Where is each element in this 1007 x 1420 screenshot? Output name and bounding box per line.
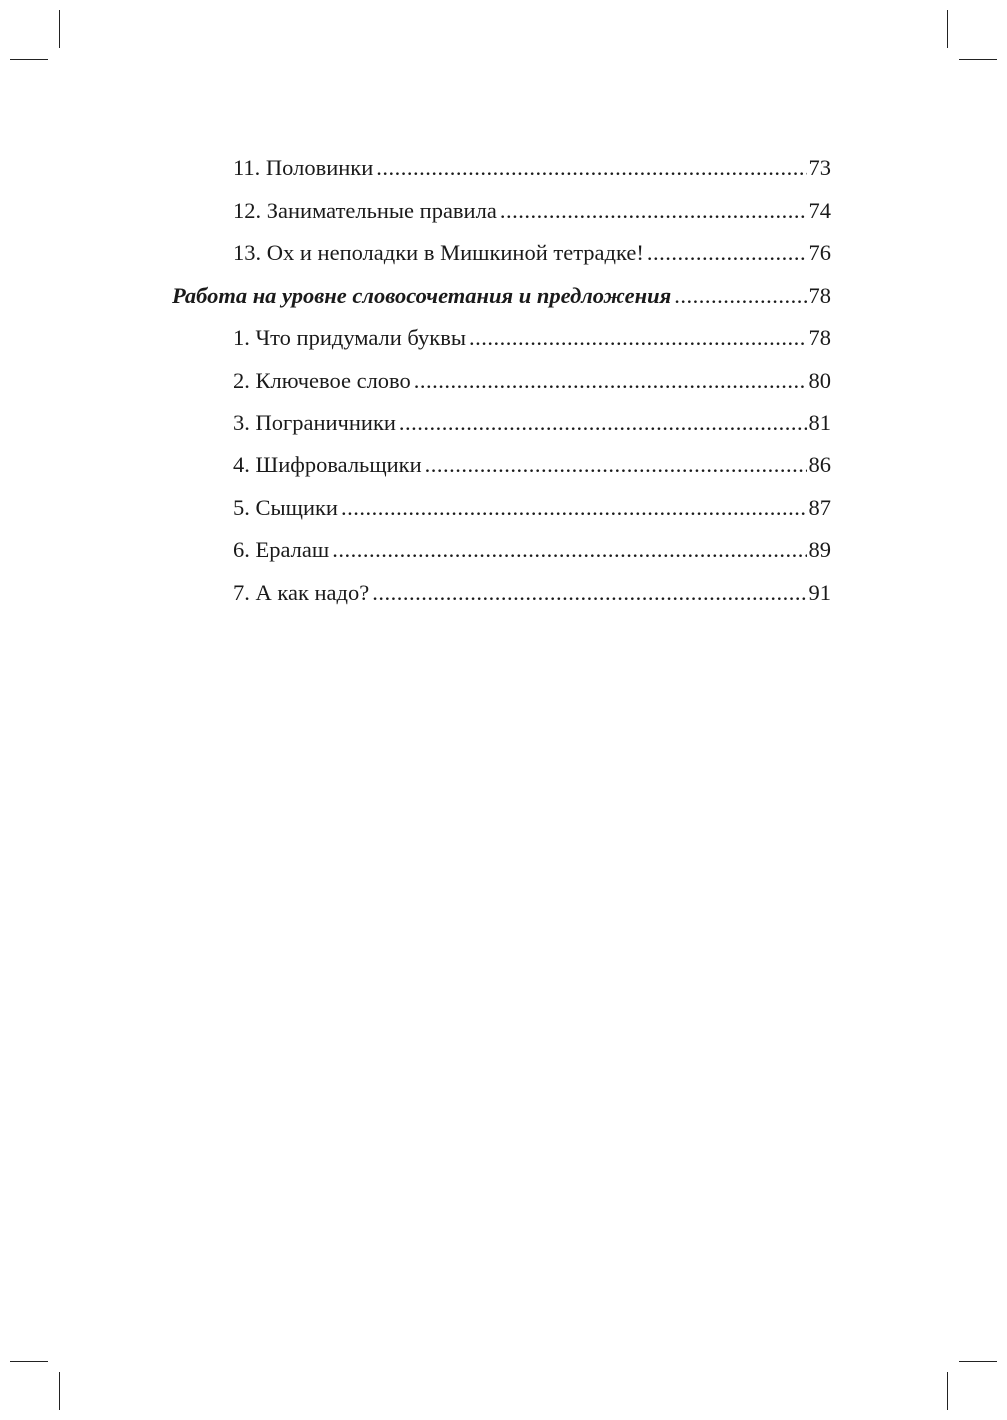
toc-entry-title: 11. Половинки xyxy=(233,155,374,180)
crop-mark-top-left-horizontal xyxy=(10,59,48,60)
toc-entry-title: 1. Что придумали буквы xyxy=(233,325,466,350)
toc-entry-page: 86 xyxy=(808,452,831,477)
toc-entry-3[interactable] xyxy=(233,407,831,439)
toc-leader-dots xyxy=(399,407,807,439)
toc-entry-title: 7. А как надо? xyxy=(233,580,370,605)
toc-entry-4[interactable] xyxy=(233,449,831,481)
toc-leader-dots xyxy=(372,577,806,609)
toc-entry-title: 13. Ох и неполадки в Мишкиной тетрадке! xyxy=(233,240,644,265)
crop-mark-bottom-left-horizontal xyxy=(10,1361,48,1362)
toc-entry-6[interactable] xyxy=(233,534,831,566)
crop-mark-top-right-horizontal xyxy=(959,59,997,60)
toc-entry-page: 78 xyxy=(808,325,831,350)
toc-entry-7[interactable] xyxy=(233,577,831,609)
toc-leader-dots xyxy=(425,449,807,481)
toc-leader-dots xyxy=(332,534,806,566)
toc-entry-title: 12. Занимательные правила xyxy=(233,198,497,223)
toc-entry-1[interactable] xyxy=(233,322,831,354)
toc-entry-5[interactable] xyxy=(233,492,831,524)
crop-mark-top-left-vertical xyxy=(59,10,60,48)
toc-entry-title: 4. Шифровальщики xyxy=(233,452,422,477)
toc-entry-12[interactable] xyxy=(233,195,831,227)
toc-section-title: Работа на уровне словосочетания и предложения xyxy=(172,283,672,308)
toc-leader-dots xyxy=(341,492,807,524)
toc-entry-page: 76 xyxy=(808,240,831,265)
toc-leader-dots xyxy=(469,322,807,354)
toc-leader-dots xyxy=(500,195,807,227)
crop-mark-bottom-right-horizontal xyxy=(959,1361,997,1362)
crop-mark-bottom-left-vertical xyxy=(59,1372,60,1410)
crop-mark-bottom-right-vertical xyxy=(947,1372,948,1410)
toc-entry-page: 87 xyxy=(808,495,831,520)
toc-section-page: 78 xyxy=(808,283,831,308)
crop-mark-top-right-vertical xyxy=(947,10,948,48)
toc-leader-dots xyxy=(674,280,806,312)
toc-entry-page: 81 xyxy=(808,410,831,435)
toc-section-heading[interactable] xyxy=(172,280,831,312)
toc-entry-title: 2. Ключевое слово xyxy=(233,368,411,393)
toc-entry-2[interactable] xyxy=(233,365,831,397)
toc-entry-page: 89 xyxy=(808,537,831,562)
toc-entry-page: 74 xyxy=(808,198,831,223)
toc-entry-title: 6. Ералаш xyxy=(233,537,330,562)
toc-entry-page: 80 xyxy=(808,368,831,393)
toc-leader-dots xyxy=(647,237,807,269)
toc-entry-11[interactable] xyxy=(233,152,831,184)
toc-entry-page: 73 xyxy=(808,155,831,180)
toc-entry-title: 5. Сыщики xyxy=(233,495,338,520)
toc-entry-13[interactable] xyxy=(233,237,831,269)
toc-leader-dots xyxy=(376,152,806,184)
toc-leader-dots xyxy=(414,365,807,397)
toc-entry-page: 91 xyxy=(808,580,831,605)
toc-entry-title: 3. Пограничники xyxy=(233,410,396,435)
